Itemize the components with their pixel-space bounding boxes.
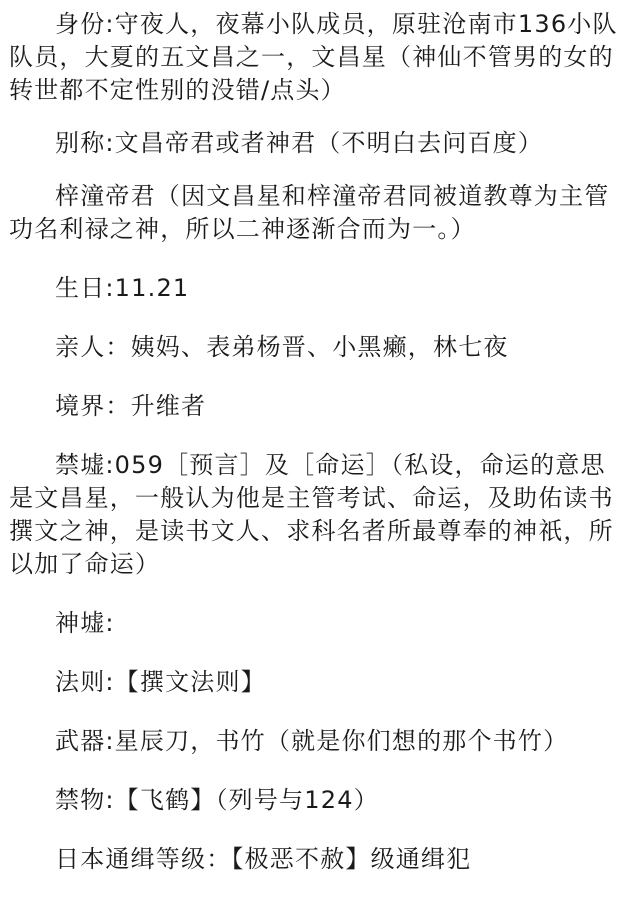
identity-paragraph: 身份:守夜人，夜幕小队成员，原驻沧南市136小队队员，大夏的五文昌之一，文昌星（神仙不管男的女的转世都不定性别的没错/点头） xyxy=(9,10,618,104)
zitong-paragraph: 梓潼帝君（因文昌星和梓潼帝君同被道教尊为主管功名利禄之神，所以二神逐渐合而为一。） xyxy=(9,182,610,243)
weapon-paragraph: 武器:星辰刀，书竹（就是你们想的那个书竹） xyxy=(55,727,569,755)
alias-paragraph: 别称:文昌帝君或者神君（不明白去问百度） xyxy=(55,129,544,157)
relatives-paragraph: 亲人：姨妈、表弟杨晋、小黑癞，林七夜 xyxy=(55,333,509,361)
realm-paragraph: 境界：升维者 xyxy=(55,392,207,420)
forbidden-item-paragraph: 禁物:【飞鹤】（列号与124） xyxy=(55,786,379,814)
law-paragraph: 法则:【撰文法则】 xyxy=(55,668,266,696)
birthday-paragraph: 生日:11.21 xyxy=(55,274,190,302)
divine-ruin-paragraph: 神墟: xyxy=(55,609,115,637)
forbidden-ruin-paragraph: 禁墟:059［预言］及［命运］（私设，命运的意思是文昌星，一般认为他是主管考试、命运，及助佑读书撰文之神，是读书文人、求科名者所最尊奉的神祇，所以加了命运） xyxy=(9,451,614,578)
wanted-level-paragraph: 日本通缉等级：【极恶不赦】级通缉犯 xyxy=(55,845,472,873)
